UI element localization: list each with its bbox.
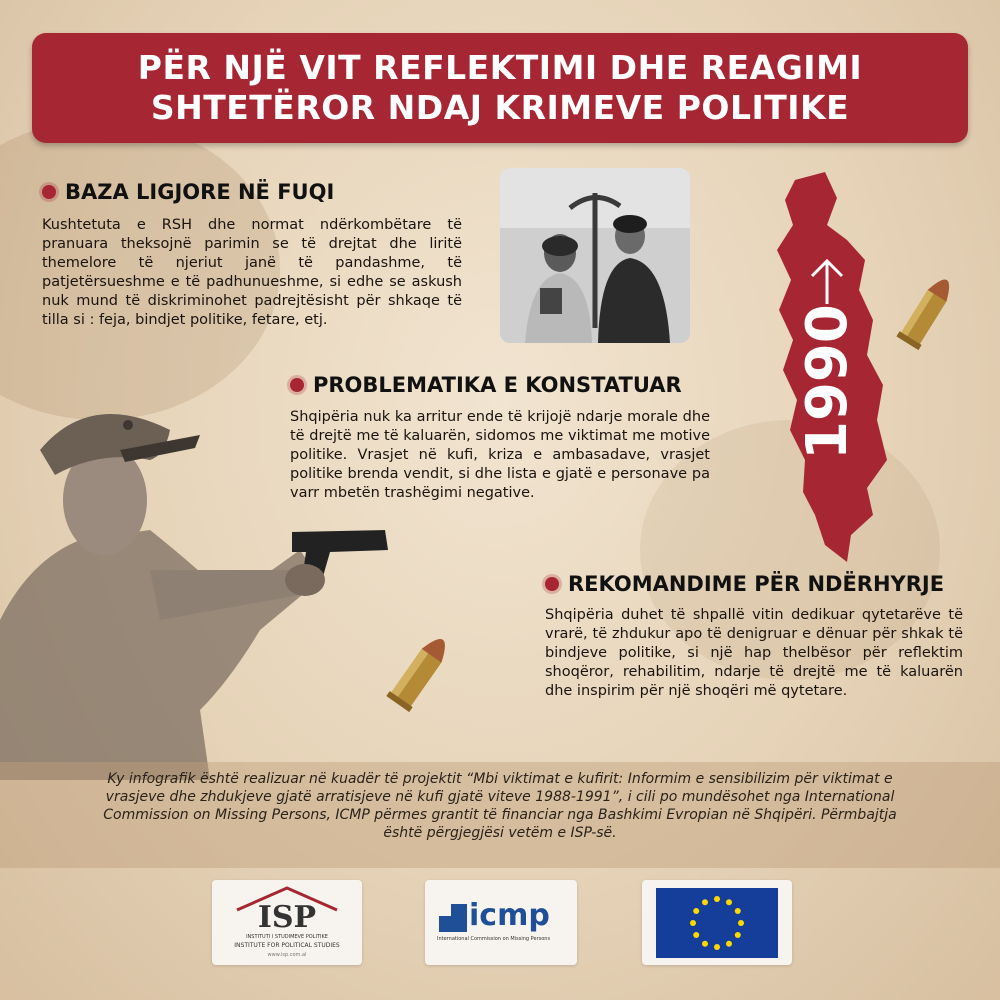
isp-logo bbox=[212, 880, 362, 965]
eu-flag-logo bbox=[642, 880, 792, 965]
eu-star-icon bbox=[738, 920, 744, 926]
bullet-cartridge-icon bbox=[890, 262, 970, 357]
eu-star-icon bbox=[726, 899, 732, 905]
eu-star-icon bbox=[702, 941, 708, 947]
section-text-problem: Shqipëria nuk ka arritur ende të krijojë ndarje morale dhe të drejtë me të kaluarën, sidomos me viktimat me motive politike. Vrasjet në kufi, kriza e ambasadave, vrasjet politike brenda vendit, si dhe lista e gjatë e personave pa varr mbetën trashëgimi negative. bbox=[290, 409, 710, 501]
eu-star-icon bbox=[726, 941, 732, 947]
arrow-up-icon bbox=[804, 256, 850, 306]
bullet-icon bbox=[42, 185, 56, 199]
eu-flag-icon bbox=[642, 880, 792, 965]
bullet-icon bbox=[545, 577, 559, 591]
title-line-2: SHTETËROR NDAJ KRIMEVE POLITIKE bbox=[150, 88, 850, 127]
eu-star-icon bbox=[714, 896, 720, 902]
section-title-text: BAZA LIGJORE NË FUQI bbox=[65, 180, 335, 204]
section-title-problem bbox=[290, 373, 682, 397]
isp-logo-sub2: INSTITUTE FOR POLITICAL STUDIES bbox=[234, 942, 340, 949]
section-text-recommend: Shqipëria duhet të shpallë vitin dedikuar qytetarëve të vrarë, të zhdukur apo të denigruar e dënuar për shkak të bindjeve politike, si një hap thelbësor për reflektim shoqëror, rehabilitim, ndarje të drejtë me të kaluarën dhe inspirim për një shoqëri më qytetare. bbox=[545, 607, 963, 699]
isp-logo-url: www.isp.com.al bbox=[267, 952, 307, 958]
section-title-text: REKOMANDIME PËR NDËRHYRJE bbox=[568, 572, 945, 596]
icmp-logo-sub: International Commission on Missing Persons bbox=[437, 936, 551, 942]
header-banner bbox=[32, 33, 968, 143]
icmp-logo-name: icmp bbox=[469, 898, 550, 933]
isp-logo-sub1: INSTITUTI I STUDIMEVE POLITIKE bbox=[246, 934, 328, 940]
section-text-legal: Kushtetuta e RSH dhe normat ndërkombëtare të pranuara theksojnë parimin se të drejtat dhe liritë themelore të njeriut janë të pandashme, të patjetërsueshme e të padhunueshme, si edhe se askush nuk mund të diskriminohet padrejtësisht për shkaqe të tilla si : feja, bindjet politike, fetare, etj. bbox=[42, 217, 462, 328]
historic-photo bbox=[500, 168, 690, 343]
eu-star-icon bbox=[735, 908, 741, 914]
section-title-recommend bbox=[545, 572, 944, 596]
eu-star-icon bbox=[735, 932, 741, 938]
bullet-cartridge-icon bbox=[378, 618, 468, 718]
section-title-text: PROBLEMATIKA E KONSTATUAR bbox=[313, 373, 682, 397]
bullet-icon bbox=[290, 378, 304, 392]
isp-logo-name: ISP bbox=[257, 900, 317, 935]
eu-star-icon bbox=[693, 908, 699, 914]
eu-star-icon bbox=[702, 899, 708, 905]
eu-star-icon bbox=[690, 920, 696, 926]
footer-text: Ky infografik është realizuar në kuadër të projektit “Mbi viktimat e kufirit: Informim e sensibilizim për viktimat e vrasjeve dhe zhdukjeve gjatë arratisjeve në kufi gjatë viteve 1988-1991”, i cili po mundësohet nga International Commission on Missing Persons, ICMP përmes grantit të financiar nga Bashkimi Evropian në Shqipëri. Përmbajtja është përgjegjësi vetëm e ISP-së. bbox=[103, 771, 897, 841]
section-title-legal bbox=[42, 180, 334, 204]
eu-star-icon bbox=[714, 944, 720, 950]
icmp-logo bbox=[425, 880, 577, 965]
year-label: 1990 bbox=[795, 304, 860, 460]
title-line-1: PËR NJË VIT REFLEKTIMI DHE REAGIMI bbox=[137, 48, 863, 87]
eu-star-icon bbox=[693, 932, 699, 938]
